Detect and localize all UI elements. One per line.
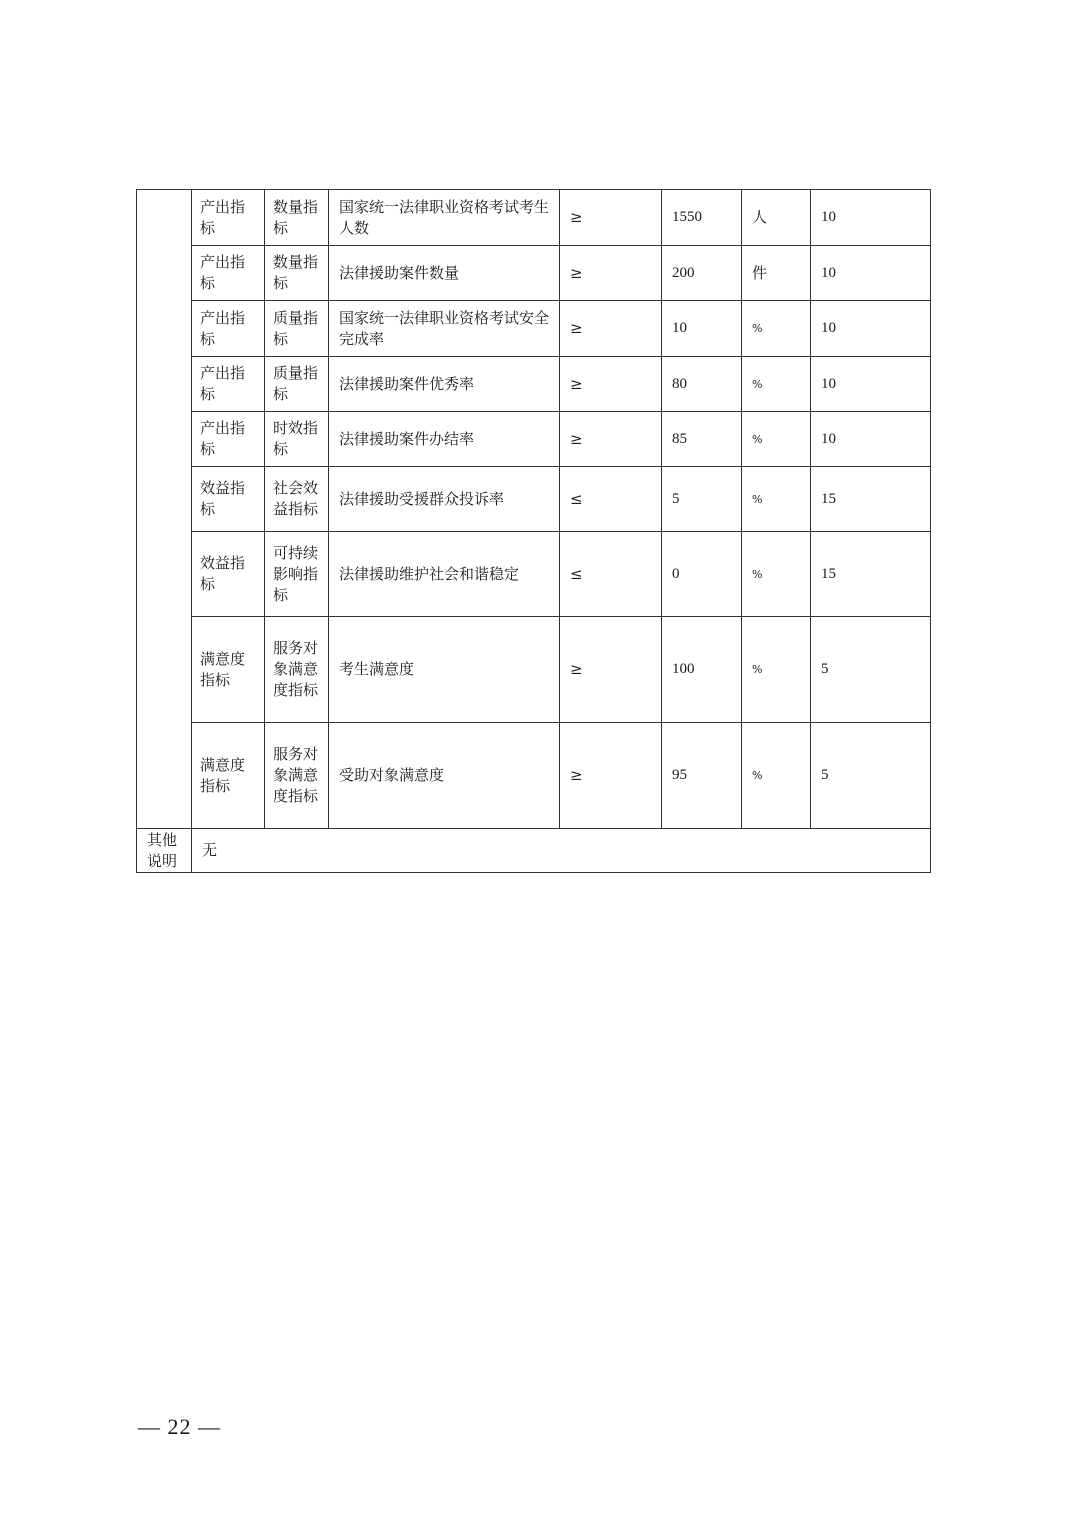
indicator-cell: 法律援助受援群众投诉率: [329, 467, 560, 532]
unit-cell: %: [742, 412, 811, 467]
value-cell: 5: [662, 467, 742, 532]
indicator-cell: 法律援助案件优秀率: [329, 357, 560, 412]
subcategory-cell: 服务对象满意度指标: [265, 723, 329, 829]
category-cell: 效益指标: [192, 532, 265, 617]
subcategory-cell: 可持续影响指标: [265, 532, 329, 617]
subcategory-cell: 质量指标: [265, 301, 329, 357]
value-cell: 0: [662, 532, 742, 617]
indicator-cell: 国家统一法律职业资格考试考生人数: [329, 190, 560, 246]
operator-cell: ≤: [560, 467, 662, 532]
table-row: [137, 246, 931, 301]
subcategory-cell: 时效指标: [265, 412, 329, 467]
value-cell: 80: [662, 357, 742, 412]
other-notes-value: 无: [192, 829, 931, 873]
unit-cell: %: [742, 617, 811, 723]
operator-cell: ≥: [560, 357, 662, 412]
category-cell: 产出指标: [192, 190, 265, 246]
value-cell: 1550: [662, 190, 742, 246]
blank-label-cell: [137, 190, 192, 829]
unit-cell: %: [742, 467, 811, 532]
value-cell: 100: [662, 617, 742, 723]
unit-cell: 人: [742, 190, 811, 246]
category-cell: 产出指标: [192, 246, 265, 301]
unit-cell: %: [742, 301, 811, 357]
performance-indicator-table: [136, 189, 931, 873]
weight-cell: 10: [811, 301, 931, 357]
table-row: [137, 190, 931, 246]
category-cell: 产出指标: [192, 301, 265, 357]
other-notes-label: 其他说明: [137, 829, 192, 873]
operator-cell: ≤: [560, 532, 662, 617]
table-row: [137, 301, 931, 357]
unit-cell: 件: [742, 246, 811, 301]
subcategory-cell: 质量指标: [265, 357, 329, 412]
table-row: [137, 357, 931, 412]
operator-cell: ≥: [560, 723, 662, 829]
category-cell: 效益指标: [192, 467, 265, 532]
other-notes-row: [137, 829, 931, 873]
unit-cell: %: [742, 357, 811, 412]
subcategory-cell: 数量指标: [265, 246, 329, 301]
weight-cell: 15: [811, 467, 931, 532]
unit-cell: %: [742, 723, 811, 829]
category-cell: 满意度指标: [192, 723, 265, 829]
weight-cell: 10: [811, 190, 931, 246]
subcategory-cell: 数量指标: [265, 190, 329, 246]
subcategory-cell: 社会效益指标: [265, 467, 329, 532]
weight-cell: 10: [811, 412, 931, 467]
category-cell: 产出指标: [192, 412, 265, 467]
indicator-cell: 考生满意度: [329, 617, 560, 723]
operator-cell: ≥: [560, 190, 662, 246]
weight-cell: 10: [811, 357, 931, 412]
operator-cell: ≥: [560, 617, 662, 723]
unit-cell: %: [742, 532, 811, 617]
indicator-cell: 法律援助维护社会和谐稳定: [329, 532, 560, 617]
table-row: [137, 617, 931, 723]
page-number: — 22 —: [138, 1414, 221, 1439]
indicator-cell: 国家统一法律职业资格考试安全完成率: [329, 301, 560, 357]
value-cell: 200: [662, 246, 742, 301]
value-cell: 10: [662, 301, 742, 357]
value-cell: 95: [662, 723, 742, 829]
indicator-cell: 受助对象满意度: [329, 723, 560, 829]
indicator-cell: 法律援助案件数量: [329, 246, 560, 301]
weight-cell: 5: [811, 723, 931, 829]
operator-cell: ≥: [560, 412, 662, 467]
value-cell: 85: [662, 412, 742, 467]
category-cell: 产出指标: [192, 357, 265, 412]
indicator-cell: 法律援助案件办结率: [329, 412, 560, 467]
operator-cell: ≥: [560, 301, 662, 357]
operator-cell: ≥: [560, 246, 662, 301]
table-row: [137, 412, 931, 467]
category-cell: 满意度指标: [192, 617, 265, 723]
weight-cell: 5: [811, 617, 931, 723]
table-row: [137, 723, 931, 829]
weight-cell: 10: [811, 246, 931, 301]
table-row: [137, 467, 931, 532]
subcategory-cell: 服务对象满意度指标: [265, 617, 329, 723]
weight-cell: 15: [811, 532, 931, 617]
table-row: [137, 532, 931, 617]
